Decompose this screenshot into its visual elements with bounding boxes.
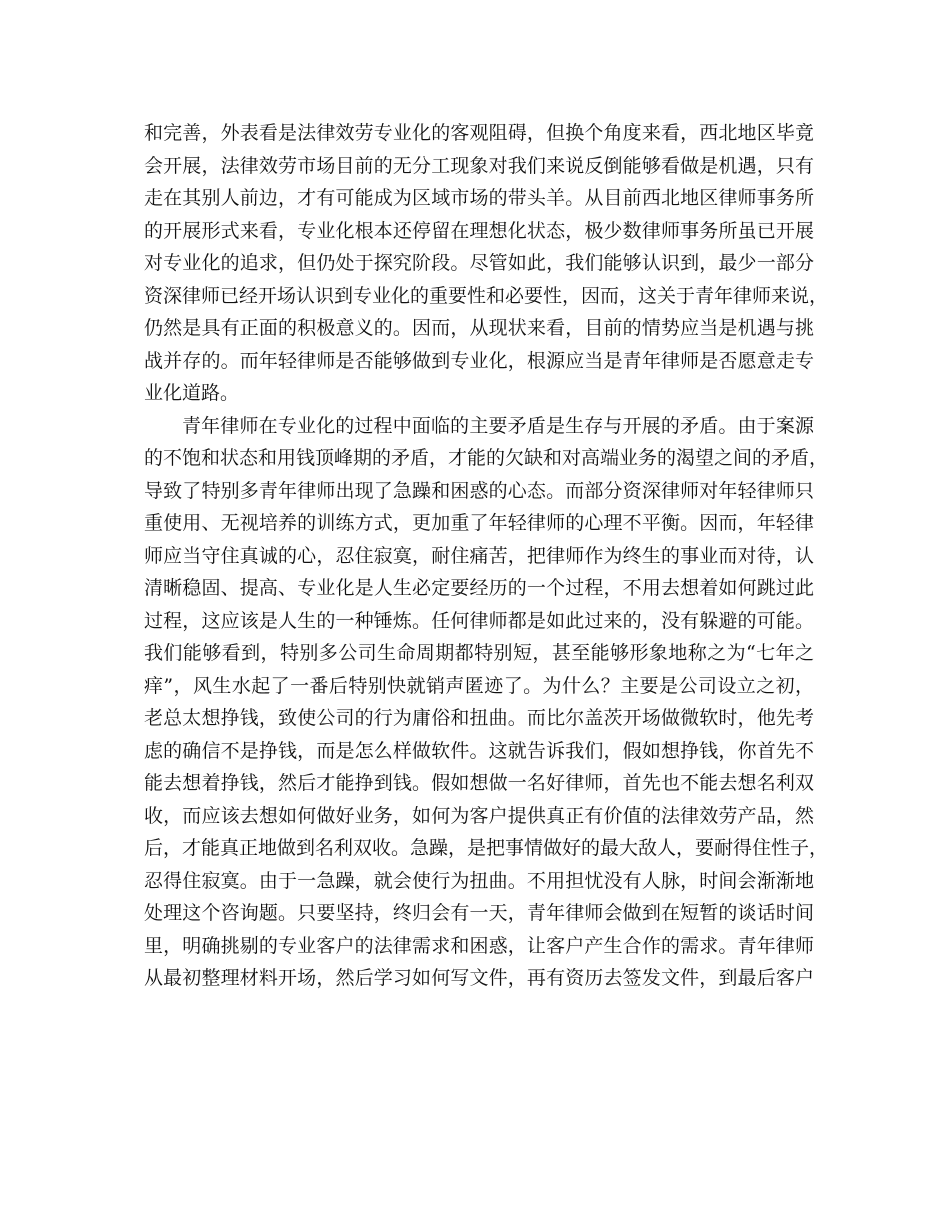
text-line: 能去想着挣钱，然后才能挣到钱。假如想做一名好律师，首先也不能去想名利双: [144, 772, 814, 794]
text-line: 的开展形式来看，专业化根本还停留在理想化状态，极少数律师事务所虽已开展: [144, 219, 814, 242]
text-line: 里，明确挑剔的专业客户的法律需求和困惑，让客户产生合作的需求。青年律师: [144, 934, 814, 957]
text-line: 从最初整理材料开场，然后学习如何写文件，再有资历去签发文件，到最后客户: [144, 967, 814, 989]
text-line: 忍得住寂寞。由于一急躁，就会使行为扭曲。不用担忧没有人脉，时间会渐渐地: [144, 869, 814, 892]
text-line: 和完善，外表看是法律效劳专业化的客观阻碍，但换个角度来看，西北地区毕竟: [144, 122, 814, 144]
text-line: 师应当守住真诚的心，忍住寂寞，耐住痛苦，把律师作为终生的事业而对待，认: [144, 544, 814, 567]
paragraph-end-line: 业化道路。: [144, 382, 240, 404]
text-line: 虑的确信不是挣钱，而是怎么样做软件。这就告诉我们，假如想挣钱，你首先不: [144, 739, 814, 762]
text-line: 对专业化的追求，但仍处于探究阶段。尽管如此，我们能够认识到，最少一部分: [144, 252, 814, 274]
text-line: 战并存的。而年轻律师是否能够做到专业化，根源应当是青年律师是否愿意走专: [144, 349, 814, 372]
text-line: 仍然是具有正面的积极意义的。因而，从现状来看，目前的情势应当是机遇与挑: [144, 317, 814, 339]
text-line: 收，而应该去想如何做好业务，如何为客户提供真正有价值的法律效劳产品，然: [144, 804, 814, 827]
text-line: 处理这个咨询题。只要坚持，终归会有一天，青年律师会做到在短暂的谈话时间: [144, 902, 814, 924]
text-line: 我们能够看到，特别多公司生命周期都特别短，甚至能够形象地称之为“七年之: [144, 642, 814, 664]
body-text: [144, 117, 829, 995]
text-line: 导致了特别多青年律师出现了急躁和困惑的心态。而部分资深律师对年轻律师只: [144, 479, 814, 502]
text-line: 痒”，风生水起了一番后特别快就销声匿迹了。为什么？主要是公司设立之初，: [144, 674, 814, 697]
paragraph-start-line: 青年律师在专业化的过程中面临的主要矛盾是生存与开展的矛盾。由于案源: [182, 414, 814, 437]
text-line: 过程，这应该是人生的一种锤炼。任何律师都是如此过来的，没有躲避的可能。: [144, 609, 814, 632]
text-line: 重使用、无视培养的训练方式，更加重了年轻律师的心理不平衡。因而，年轻律: [144, 512, 814, 534]
text-line: 清晰稳固、提高、专业化是人生必定要经历的一个过程，不用去想着如何跳过此: [144, 577, 814, 599]
text-line: 资深律师已经开场认识到专业化的重要性和必要性，因而，这关于青年律师来说，: [144, 284, 829, 307]
text-line: 走在其别人前边，才有可能成为区域市场的带头羊。从目前西北地区律师事务所: [144, 187, 814, 209]
text-line: 会开展，法律效劳市场目前的无分工现象对我们来说反倒能够看做是机遇，只有: [144, 154, 814, 177]
text-line: 的不饱和状态和用钱顶峰期的矛盾，才能的欠缺和对高端业务的渴望之间的矛盾，: [144, 447, 829, 469]
text-line: 老总太想挣钱，致使公司的行为庸俗和扭曲。而比尔盖茨开场做微软时，他先考: [144, 707, 814, 729]
text-line: 后，才能真正地做到名利双收。急躁，是把事情做好的最大敌人，要耐得住性子，: [144, 837, 829, 859]
